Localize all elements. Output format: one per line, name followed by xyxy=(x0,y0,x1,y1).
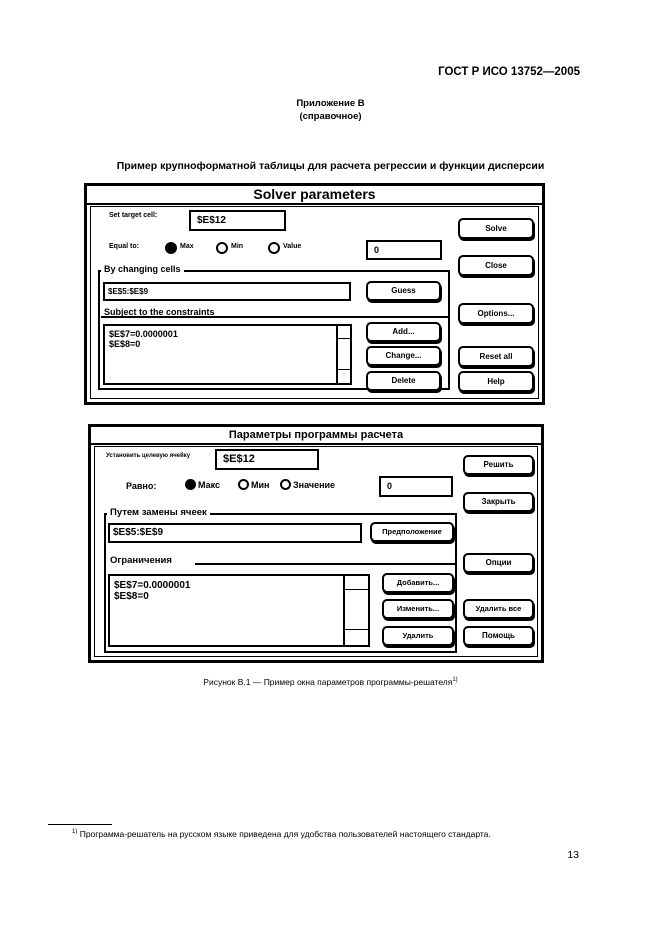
radio-max[interactable] xyxy=(185,479,196,490)
changing-cells-input[interactable]: $E$5:$E$9 xyxy=(103,282,351,301)
constraint-item[interactable]: $E$7=0.0000001 xyxy=(114,580,191,591)
target-cell-label: Set target cell: xyxy=(109,212,158,219)
standard-header: ГОСТ Р ИСО 13752—2005 xyxy=(438,66,580,78)
constraints-divider xyxy=(195,563,455,565)
help-button[interactable]: Help xyxy=(458,371,534,392)
add-button[interactable]: Add... xyxy=(366,322,441,342)
constraints-scrollbar[interactable] xyxy=(343,576,368,645)
constraint-item[interactable]: $E$7=0.0000001 xyxy=(109,329,178,339)
footnote-separator xyxy=(48,824,112,825)
radio-max-label: Макс xyxy=(198,480,221,490)
solve-button[interactable]: Solve xyxy=(458,218,534,239)
constraints-list[interactable] xyxy=(103,324,352,385)
page-number: 13 xyxy=(567,849,579,861)
reset-all-button[interactable]: Удалить все xyxy=(463,599,534,619)
changing-cells-label: By changing cells xyxy=(101,264,184,274)
dialog-title: Solver parameters xyxy=(87,186,542,205)
equal-to-label: Equal to: xyxy=(109,243,139,250)
radio-min[interactable] xyxy=(238,479,249,490)
guess-button[interactable]: Предположение xyxy=(370,522,454,542)
annex-heading xyxy=(0,97,661,123)
radio-value[interactable] xyxy=(268,242,280,254)
radio-max-label: Max xyxy=(180,243,194,250)
figure-caption-text: Рисунок В.1 — Пример окна параметров программы-решателя xyxy=(203,677,453,687)
radio-value-label: Значение xyxy=(293,480,336,490)
target-cell-label: Установить целевую ячейку xyxy=(106,453,191,459)
solver-dialog-ru xyxy=(88,424,544,663)
constraints-list[interactable] xyxy=(108,574,370,647)
constraints-label: Ограничения xyxy=(107,555,175,566)
footnote-mark: 1) xyxy=(72,829,78,836)
delete-button[interactable]: Delete xyxy=(366,371,441,391)
table-caption: Пример крупноформатной таблицы для расчета регрессии и функции дисперсии xyxy=(116,160,545,172)
target-cell-input[interactable]: $E$12 xyxy=(215,449,319,470)
changing-cells-input[interactable]: $E$5:$E$9 xyxy=(108,523,362,543)
radio-value[interactable] xyxy=(280,479,291,490)
dialog-title: Параметры программы расчета xyxy=(91,427,541,445)
value-input[interactable]: 0 xyxy=(379,476,453,497)
options-button[interactable]: Options... xyxy=(458,303,534,324)
close-button[interactable]: Закрыть xyxy=(463,492,534,512)
constraints-divider xyxy=(101,316,449,318)
figure-caption xyxy=(0,677,661,687)
close-button[interactable]: Close xyxy=(458,255,534,276)
constraints-scrollbar[interactable] xyxy=(336,326,350,383)
radio-max[interactable] xyxy=(165,242,177,254)
change-button[interactable]: Изменить... xyxy=(382,599,454,619)
value-input[interactable]: 0 xyxy=(366,240,442,260)
radio-min[interactable] xyxy=(216,242,228,254)
constraint-item[interactable]: $E$8=0 xyxy=(114,591,149,602)
constraint-item[interactable]: $E$8=0 xyxy=(109,339,141,349)
changing-cells-label: Путем замены ячеек xyxy=(107,507,210,518)
equal-to-label: Равно: xyxy=(126,481,157,491)
change-button[interactable]: Change... xyxy=(366,346,441,366)
reset-all-button[interactable]: Reset all xyxy=(458,346,534,367)
delete-button[interactable]: Удалить xyxy=(382,626,454,646)
add-button[interactable]: Добавить... xyxy=(382,573,454,593)
figure-footnote-mark: 1) xyxy=(452,677,458,684)
solve-button[interactable]: Решить xyxy=(463,455,534,475)
options-button[interactable]: Опции xyxy=(463,553,534,573)
footnote-text: Программа-решатель на русском языке приведена для удобства пользователей настоящего стандарта. xyxy=(79,829,491,839)
annex-type: (справочное) xyxy=(299,111,362,122)
guess-button[interactable]: Guess xyxy=(366,281,441,301)
footnote xyxy=(72,829,491,839)
constraints-label: Subject to the constraints xyxy=(101,307,218,317)
target-cell-input[interactable]: $E$12 xyxy=(189,210,286,231)
annex-title: Приложение В xyxy=(296,98,365,109)
solver-dialog-en xyxy=(84,183,545,405)
radio-value-label: Value xyxy=(283,243,302,250)
radio-min-label: Мин xyxy=(251,480,270,490)
help-button[interactable]: Помощь xyxy=(463,626,534,646)
radio-min-label: Min xyxy=(231,243,244,250)
